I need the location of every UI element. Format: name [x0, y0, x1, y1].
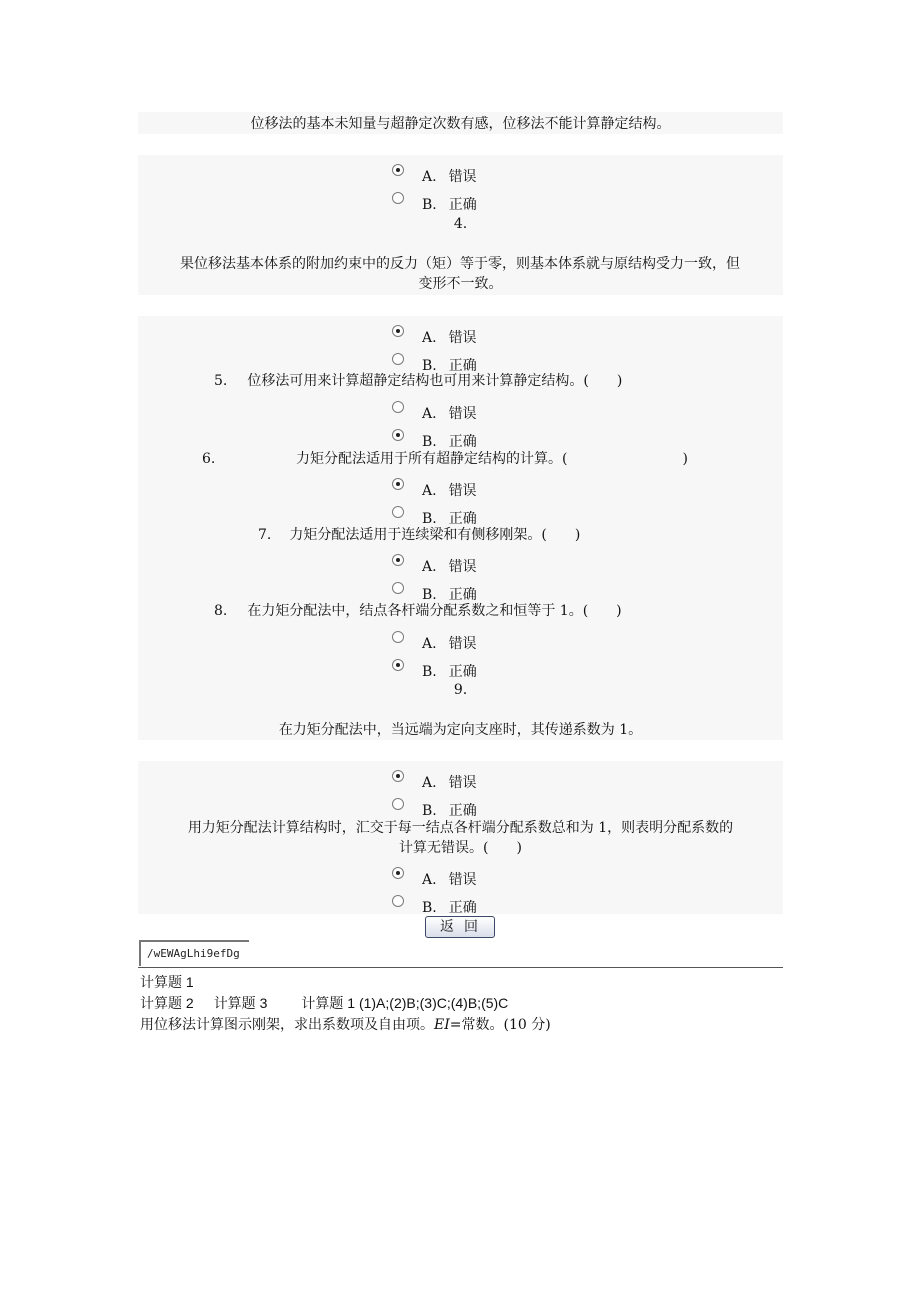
q7-option-b[interactable]: B. 正确: [392, 580, 477, 602]
q4-radio-b[interactable]: [392, 353, 404, 365]
q10-option-a[interactable]: A. 错误: [392, 865, 477, 887]
return-button[interactable]: 返回: [425, 916, 495, 938]
calc-tabs-row: [140, 994, 508, 1012]
q9-option-a[interactable]: A. 错误: [392, 768, 477, 790]
q6-radio-b[interactable]: [392, 506, 404, 518]
question-4-text-cont: 变形不一致。: [418, 276, 503, 292]
q10-radio-b[interactable]: [392, 895, 404, 907]
q8-option-b[interactable]: B. 正确: [392, 657, 477, 679]
q3-radio-b[interactable]: [392, 192, 404, 204]
q5-radio-a[interactable]: [392, 401, 404, 413]
calc-link-2[interactable]: 计算题 2: [140, 995, 194, 1011]
q9-radio-a[interactable]: [392, 770, 404, 782]
q7-radio-a[interactable]: [392, 554, 404, 566]
q6-option-b[interactable]: B. 正确: [392, 504, 477, 526]
question-7: 7. 力矩分配法适用于连续梁和有侧移刚架。( ): [258, 527, 581, 543]
question-4-text: 果位移法基本体系的附加约束中的反力（矩）等于零，则基本体系就与原结构受力一致，但: [180, 256, 740, 272]
question-4-number: 4.: [453, 216, 468, 232]
q6-radio-a[interactable]: [392, 478, 404, 490]
question-10-text-cont: 计算无错误。( ): [399, 840, 522, 856]
calc-link-1[interactable]: 计算题 1: [140, 974, 194, 990]
q8-option-a[interactable]: A. 错误: [392, 629, 477, 651]
q3-radio-a[interactable]: [392, 164, 404, 176]
q4-option-a[interactable]: A. 错误: [392, 323, 477, 345]
q8-radio-a[interactable]: [392, 631, 404, 643]
question-9-text: 在力矩分配法中，当远端为定向支座时，其传递系数为 1。: [278, 722, 643, 738]
q4-radio-a[interactable]: [392, 325, 404, 337]
viewstate-field[interactable]: /wEWAgLhi9efDg: [139, 940, 249, 966]
q10-option-b[interactable]: B. 正确: [392, 893, 477, 915]
q7-radio-b[interactable]: [392, 582, 404, 594]
q9-option-b[interactable]: B. 正确: [392, 796, 477, 818]
q4-option-b[interactable]: B. 正确: [392, 351, 477, 373]
q9-radio-b[interactable]: [392, 798, 404, 810]
question-8: 8. 在力矩分配法中，结点各杆端分配系数之和恒等于 1。( ): [214, 603, 622, 619]
divider: [138, 967, 783, 968]
calc-prompt: 用位移法计算图示刚架，求出系数项及自由项。EI=常数。(10 分): [140, 1017, 551, 1033]
calc-answer: 计算题 1 (1)A;(2)B;(3)C;(4)B;(5)C: [301, 995, 509, 1011]
q3-option-a[interactable]: A. 错误: [392, 162, 477, 184]
q5-option-b[interactable]: B. 正确: [392, 427, 477, 449]
q6-option-a[interactable]: A. 错误: [392, 476, 477, 498]
question-10-text: 用力矩分配法计算结构时，汇交于每一结点各杆端分配系数总和为 1，则表明分配系数的: [187, 820, 734, 836]
q3-option-b[interactable]: B. 正确: [392, 190, 477, 212]
q10-radio-a[interactable]: [392, 867, 404, 879]
q5-radio-b[interactable]: [392, 429, 404, 441]
question-3-text: 位移法的基本未知量与超静定次数有感，位移法不能计算静定结构。: [250, 116, 671, 132]
question-9-number: 9.: [453, 682, 468, 698]
question-5: 5. 位移法可用来计算超静定结构也可用来计算静定结构。( ): [214, 373, 623, 389]
calc-link-3[interactable]: 计算题 3: [213, 995, 268, 1011]
q8-radio-b[interactable]: [392, 659, 404, 671]
q5-option-a[interactable]: A. 错误: [392, 399, 477, 421]
q7-option-a[interactable]: A. 错误: [392, 552, 477, 574]
question-6: 6. 力矩分配法适用于所有超静定结构的计算。( ): [202, 451, 688, 467]
